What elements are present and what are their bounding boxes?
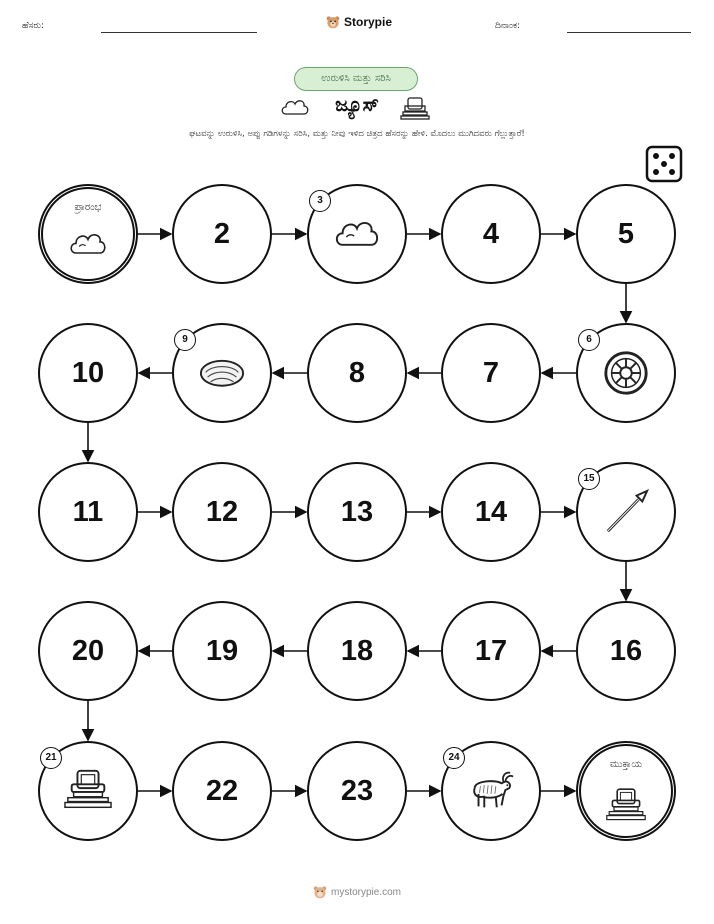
board-space [172, 741, 272, 841]
space-number: 23 [340, 774, 374, 807]
space-number: 8 [348, 356, 366, 389]
name-label: ಹೆಸರು: [22, 21, 45, 31]
board-space [38, 601, 138, 701]
space-number: 5 [617, 217, 635, 250]
board-space [441, 462, 541, 562]
brand-name: Storypie [344, 15, 393, 29]
space-number-badge: 15 [578, 468, 600, 490]
board-space [441, 601, 541, 701]
shell-icon [198, 356, 246, 394]
board-space [576, 184, 676, 284]
throne-icon [606, 786, 646, 826]
board-space [38, 323, 138, 423]
page-title: ಜ್ಯೂಸ್ [335, 94, 379, 116]
spear-icon [602, 488, 650, 540]
start-space [38, 184, 138, 284]
board-space [576, 601, 676, 701]
finish-space [576, 741, 676, 841]
board-space [172, 601, 272, 701]
wheel-icon [602, 349, 650, 401]
date-label: ದಿನಾಂಕ: [495, 21, 521, 31]
board-space [172, 184, 272, 284]
footer [0, 885, 714, 899]
space-number: 20 [71, 634, 105, 667]
space-number: 17 [474, 634, 508, 667]
space-number: 19 [205, 634, 239, 667]
space-number: 14 [474, 495, 508, 528]
footer-url[interactable]: mystorypie.com [330, 886, 401, 898]
board-space [38, 462, 138, 562]
space-number: 2 [213, 217, 231, 250]
space-number-badge: 3 [309, 190, 331, 212]
board-space [307, 462, 407, 562]
space-number-badge: 9 [174, 329, 196, 351]
bear-logo-icon [313, 885, 327, 899]
board-space [307, 741, 407, 841]
space-number: 16 [609, 634, 643, 667]
space-number: 7 [482, 356, 500, 389]
throne-icon [64, 767, 112, 814]
start-label: ಪ್ರಾರಂಭ [74, 202, 102, 213]
board-space [307, 601, 407, 701]
goat-icon [467, 767, 515, 819]
board-space [441, 323, 541, 423]
space-number: 4 [482, 217, 500, 250]
space-number-badge: 6 [578, 329, 600, 351]
space-number: 11 [72, 495, 104, 528]
space-number: 12 [205, 495, 239, 528]
instructions: ಘಟವನ್ನು ಉರುಳಿಸಿ, ಅಪ್ಪು ಗಡಿಗಳನ್ನು ಸರಿಸಿ, ಮತ್ತು ನೀವು ಇಳಿದ ಚಿತ್ರದ ಹೆಸರನ್ನು ಹೇಳಿ. ಮೊದಲು ಮುಗಿದವರು ಗೆಲ್ಲುತ್ತಾರೆ! [189, 129, 525, 139]
space-number: 18 [340, 634, 374, 667]
game-type-badge: ಉರುಳಿಸಿ ಮತ್ತು ಸರಿಸಿ [294, 67, 418, 91]
space-number-badge: 21 [40, 747, 62, 769]
space-number-badge: 24 [443, 747, 465, 769]
cloud-icon [333, 216, 381, 255]
finish-label: ಮುಕ್ತಾಯ [609, 759, 643, 770]
board-space [172, 462, 272, 562]
board-space [307, 323, 407, 423]
space-number: 13 [340, 495, 374, 528]
space-number: 10 [71, 356, 105, 389]
board-space [441, 184, 541, 284]
space-number: 22 [205, 774, 239, 807]
cloud-icon [68, 229, 108, 262]
